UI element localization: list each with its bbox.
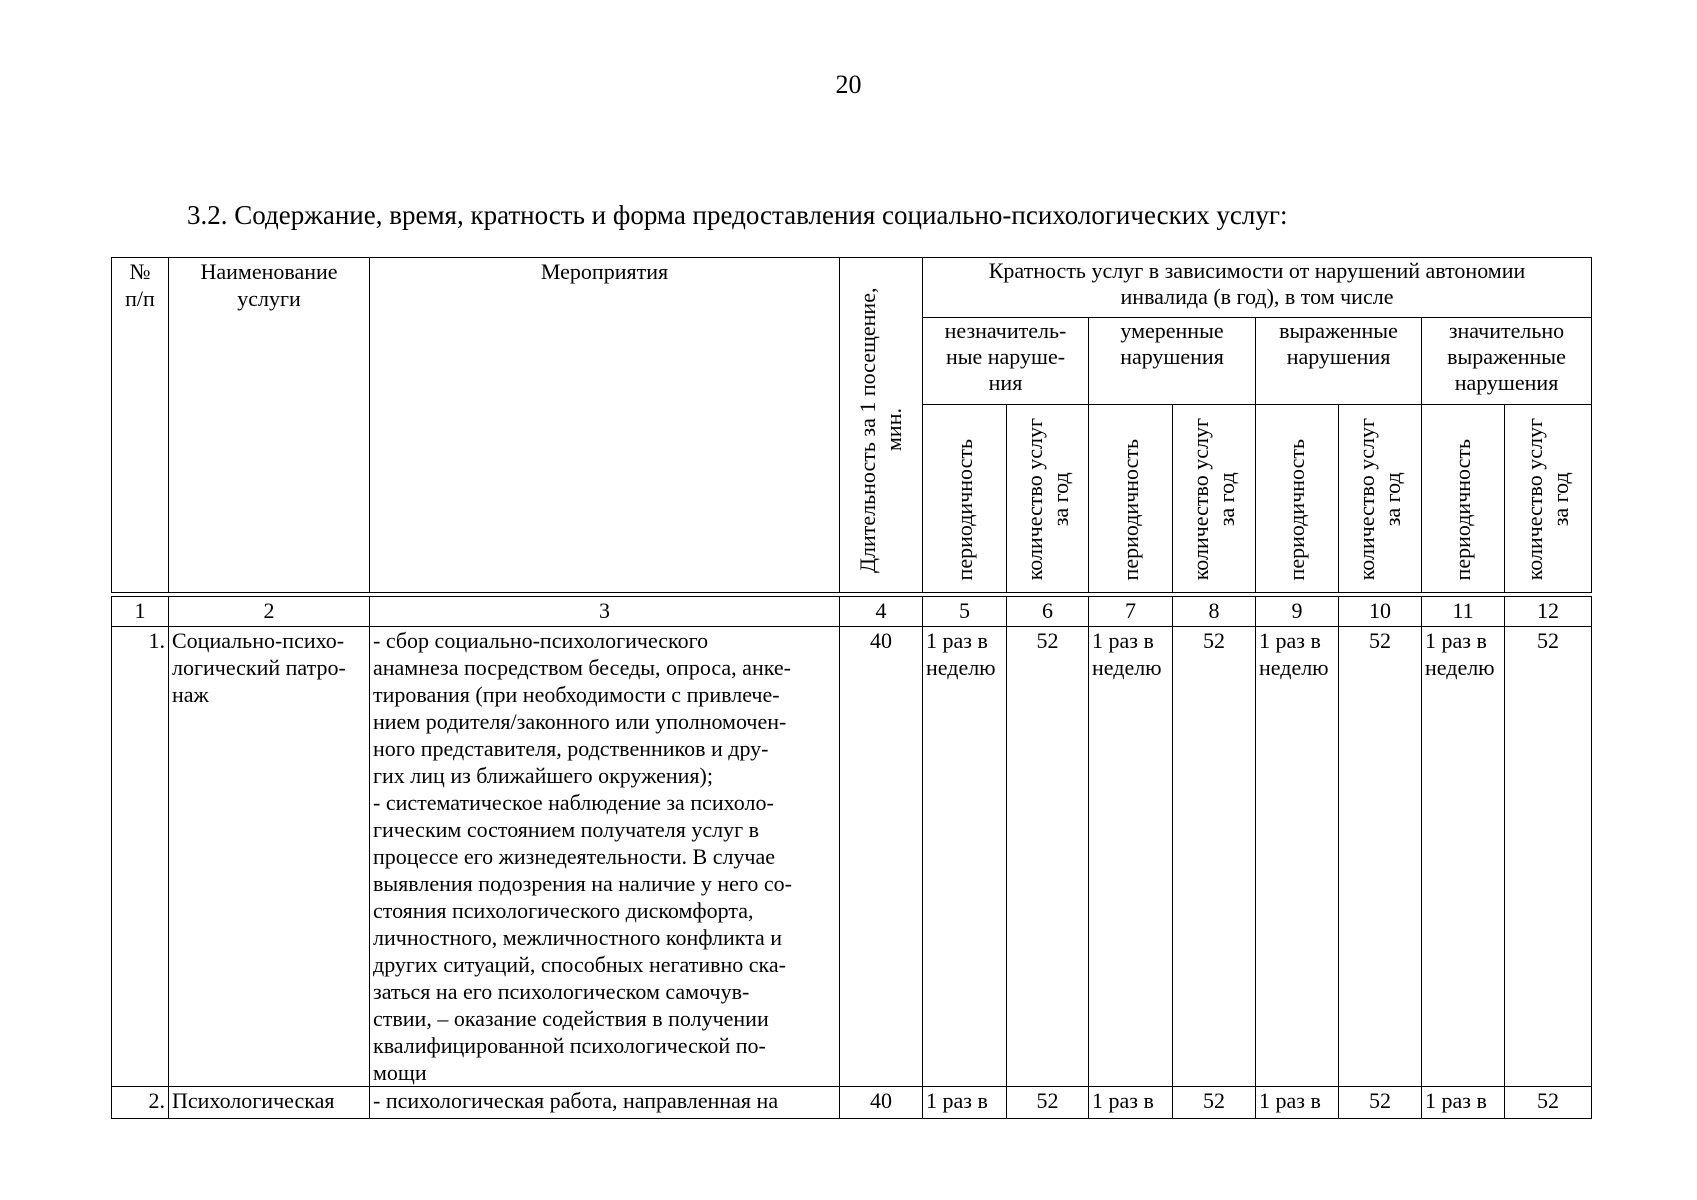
header-duration: Длительность за 1 посещение, мин.	[840, 258, 923, 593]
table-row	[112, 1087, 1592, 1119]
row-count: 52	[1173, 627, 1256, 1087]
header-service-name: Наименование услуги	[169, 258, 370, 593]
row-periodicity: 1 раз в неделю	[923, 627, 1007, 1087]
header-periodicity: периодичность	[1422, 405, 1505, 593]
header-periodicity: периодичность	[1256, 405, 1339, 593]
row-periodicity: 1 раз в	[1256, 1087, 1339, 1119]
row-duration: 40	[840, 1087, 923, 1119]
column-number: 11	[1422, 597, 1505, 627]
row-periodicity: 1 раз в	[1422, 1087, 1505, 1119]
column-number: 9	[1256, 597, 1339, 627]
column-number-row	[112, 597, 1592, 627]
row-periodicity: 1 раз в неделю	[1089, 627, 1173, 1087]
row-duration: 40	[840, 627, 923, 1087]
column-number: 1	[112, 597, 169, 627]
column-number: 10	[1339, 597, 1422, 627]
column-number: 8	[1173, 597, 1256, 627]
table-header	[112, 258, 1592, 593]
header-periodicity: периодичность	[1089, 405, 1173, 593]
row-activities: - сбор социально-психологического анамнеза посредством беседы, опроса, анке- тирования (при необходимости с привлече- нием родителя/законного или уполномочен- ного представителя, родственников и дру- гих лиц из ближайшего окружения); - систематическое наблюдение за психоло- гическим состоянием получателя услуг в процессе его жизнедеятельности. В случае выявления подозрения на наличие у него со- стояния психологического дискомфорта, личностного, межличностного конфликта и других ситуаций, способных негативно ска- заться на его психологическом самочув- ствии, – оказание содействия в получении квалифицированной психологической по- мощи	[370, 627, 840, 1087]
row-count: 52	[1339, 1087, 1422, 1119]
header-group-moderate: умеренные нарушения	[1089, 318, 1256, 405]
table-row	[112, 627, 1592, 1087]
row-number: 2.	[112, 1087, 169, 1119]
row-periodicity: 1 раз в	[1089, 1087, 1173, 1119]
column-number: 6	[1007, 597, 1089, 627]
row-activities: - психологическая работа, направленная на	[370, 1087, 840, 1119]
column-number: 7	[1089, 597, 1173, 627]
row-periodicity: 1 раз в	[923, 1087, 1007, 1119]
column-number: 5	[923, 597, 1007, 627]
header-count: количество услуг за год	[1007, 405, 1089, 593]
column-number: 12	[1505, 597, 1592, 627]
row-service-name: Психологическая	[169, 1087, 370, 1119]
column-number: 4	[840, 597, 923, 627]
page-number: 20	[835, 70, 862, 99]
row-periodicity: 1 раз в неделю	[1422, 627, 1505, 1087]
header-group-severe: выраженные нарушения	[1256, 318, 1422, 405]
row-count: 52	[1505, 1087, 1592, 1119]
services-table-container	[111, 257, 1591, 1119]
row-number: 1.	[112, 627, 169, 1087]
row-count: 52	[1007, 627, 1089, 1087]
row-periodicity: 1 раз в неделю	[1256, 627, 1339, 1087]
header-num: № п/п	[112, 258, 169, 593]
header-count: количество услуг за год	[1505, 405, 1592, 593]
header-frequency-group: Кратность услуг в зависимости от нарушений автономии инвалида (в год), в том числе	[923, 258, 1592, 318]
services-table	[111, 257, 1592, 1119]
header-count: количество услуг за год	[1173, 405, 1256, 593]
section-title: 3.2. Содержание, время, кратность и форма предоставления социально-психологических услуг:	[187, 200, 1288, 230]
header-group-minor: незначитель- ные наруше- ния	[923, 318, 1089, 405]
row-count: 52	[1505, 627, 1592, 1087]
row-service-name: Социально-психо- логический патро- наж	[169, 627, 370, 1087]
column-number: 3	[370, 597, 840, 627]
header-activities: Мероприятия	[370, 258, 840, 593]
row-count: 52	[1007, 1087, 1089, 1119]
header-periodicity: периодичность	[923, 405, 1007, 593]
header-count: количество услуг за год	[1339, 405, 1422, 593]
header-group-very-severe: значительно выраженные нарушения	[1422, 318, 1592, 405]
column-number: 2	[169, 597, 370, 627]
row-count: 52	[1173, 1087, 1256, 1119]
row-count: 52	[1339, 627, 1422, 1087]
